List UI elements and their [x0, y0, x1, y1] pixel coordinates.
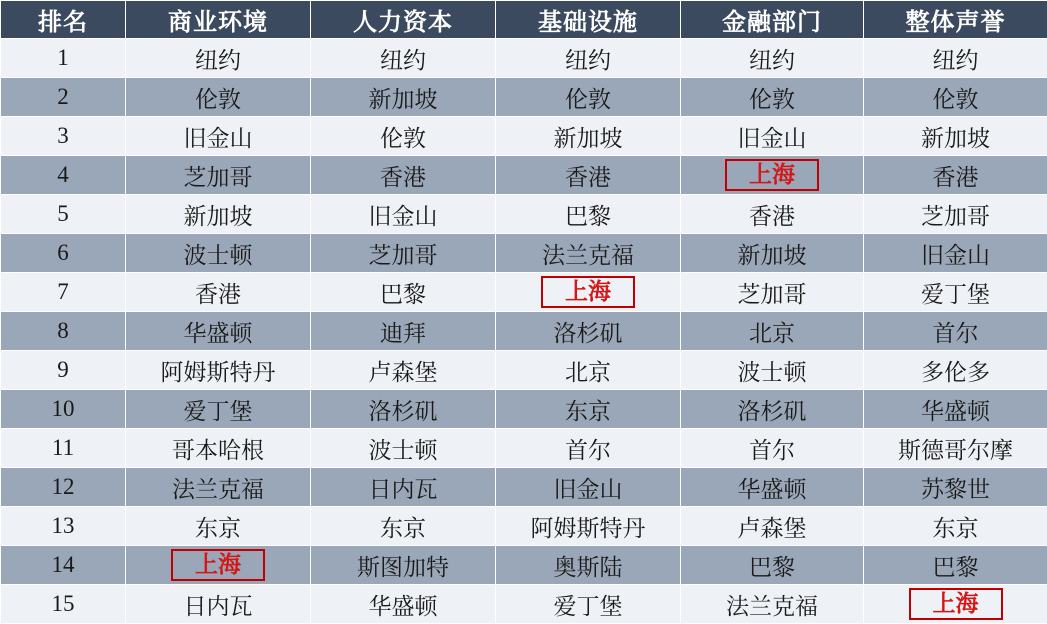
cell-city	[496, 78, 681, 117]
city-cell-wrap	[681, 468, 863, 506]
city-cell-wrap	[311, 429, 495, 467]
rank-value: 5	[1, 195, 125, 233]
city-cell-wrap	[681, 234, 863, 272]
cell-city	[864, 390, 1047, 429]
city-name: 日内瓦	[369, 471, 438, 504]
cell-city	[126, 429, 311, 468]
city-name: 纽约	[380, 42, 426, 75]
city-name: 爱丁堡	[554, 588, 623, 621]
city-name: 新加坡	[921, 120, 990, 153]
city-cell-wrap	[126, 468, 310, 506]
city-name: 巴黎	[933, 549, 979, 582]
city-name: 芝加哥	[184, 159, 253, 192]
city-name: 新加坡	[184, 198, 253, 231]
cell-city	[126, 507, 311, 546]
city-name: 洛杉矶	[369, 393, 438, 426]
cell-city	[496, 351, 681, 390]
city-cell-wrap	[126, 273, 310, 311]
city-cell-wrap	[496, 507, 680, 545]
city-name: 旧金山	[369, 198, 438, 231]
cell-rank	[1, 468, 126, 507]
city-cell-wrap	[681, 156, 863, 194]
city-cell-wrap	[864, 351, 1047, 389]
city-cell-wrap	[496, 39, 680, 77]
rank-value: 2	[1, 78, 125, 116]
cell-city	[681, 39, 864, 78]
cell-city	[496, 234, 681, 273]
city-name: 新加坡	[369, 81, 438, 114]
table-header	[1, 1, 1047, 39]
city-cell-wrap	[681, 273, 863, 311]
cell-rank	[1, 156, 126, 195]
city-name: 斯图加特	[357, 549, 449, 582]
city-name: 法兰克福	[726, 588, 818, 621]
city-cell-wrap	[681, 78, 863, 116]
city-name: 波士顿	[184, 237, 253, 270]
cell-rank	[1, 117, 126, 156]
city-cell-wrap	[496, 546, 680, 584]
column-header-infrastructure: 基础设施	[496, 1, 681, 39]
cell-city	[496, 546, 681, 585]
cell-city	[864, 234, 1047, 273]
city-cell-wrap	[864, 195, 1047, 233]
city-name: 北京	[565, 354, 611, 387]
city-name: 洛杉矶	[554, 315, 623, 348]
city-name: 日内瓦	[184, 588, 253, 621]
city-cell-wrap	[126, 39, 310, 77]
city-name: 首尔	[749, 432, 795, 465]
city-cell-wrap	[311, 585, 495, 623]
city-cell-wrap	[496, 156, 680, 194]
table-row	[1, 195, 1047, 234]
cell-city	[864, 156, 1047, 195]
cell-city	[126, 78, 311, 117]
cell-city	[496, 39, 681, 78]
rank-value: 11	[1, 429, 125, 467]
city-name: 波士顿	[369, 432, 438, 465]
city-name: 旧金山	[184, 120, 253, 153]
city-name: 洛杉矶	[738, 393, 807, 426]
city-name: 法兰克福	[542, 237, 634, 270]
highlighted-city-shanghai: 上海	[909, 588, 1003, 620]
city-name: 东京	[380, 510, 426, 543]
city-cell-wrap	[311, 273, 495, 311]
city-name: 北京	[749, 315, 795, 348]
cell-rank	[1, 351, 126, 390]
cell-city	[681, 195, 864, 234]
city-cell-wrap	[311, 390, 495, 428]
city-name: 芝加哥	[921, 198, 990, 231]
table-row	[1, 39, 1047, 78]
city-cell-wrap	[864, 117, 1047, 155]
city-cell-wrap	[311, 546, 495, 584]
cell-city	[496, 585, 681, 624]
city-name: 奥斯陆	[554, 549, 623, 582]
city-name: 香港	[380, 159, 426, 192]
highlighted-city-shanghai: 上海	[171, 549, 265, 581]
city-name: 巴黎	[749, 549, 795, 582]
city-name: 香港	[565, 159, 611, 192]
city-cell-wrap	[311, 351, 495, 389]
city-name: 旧金山	[554, 471, 623, 504]
city-cell-wrap	[126, 546, 310, 584]
city-cell-wrap	[681, 507, 863, 545]
cell-rank	[1, 390, 126, 429]
cell-city	[311, 312, 496, 351]
city-cell-wrap	[864, 312, 1047, 350]
cell-city	[864, 429, 1047, 468]
city-cell-wrap	[126, 351, 310, 389]
rank-value: 13	[1, 507, 125, 545]
rank-value: 12	[1, 468, 125, 506]
city-name: 首尔	[565, 432, 611, 465]
highlighted-city-shanghai: 上海	[725, 159, 819, 191]
city-cell-wrap	[496, 78, 680, 116]
city-cell-wrap	[311, 117, 495, 155]
cell-city	[681, 156, 864, 195]
city-cell-wrap	[864, 39, 1047, 77]
cell-city	[311, 39, 496, 78]
city-name: 卢森堡	[369, 354, 438, 387]
city-name: 伦敦	[380, 120, 426, 153]
city-cell-wrap	[126, 156, 310, 194]
city-cell-wrap	[311, 195, 495, 233]
rank-value: 8	[1, 312, 125, 350]
city-name: 阿姆斯特丹	[161, 354, 276, 387]
cell-city	[126, 117, 311, 156]
city-cell-wrap	[864, 429, 1047, 467]
cell-city	[126, 585, 311, 624]
column-header-financial-sector: 金融部门	[681, 1, 864, 39]
cell-city	[496, 468, 681, 507]
table-row	[1, 234, 1047, 273]
table-row	[1, 78, 1047, 117]
city-name: 香港	[933, 159, 979, 192]
city-name: 旧金山	[738, 120, 807, 153]
city-cell-wrap	[126, 507, 310, 545]
table-row	[1, 585, 1047, 624]
city-cell-wrap	[311, 39, 495, 77]
table-row	[1, 273, 1047, 312]
city-name: 旧金山	[921, 237, 990, 270]
cell-city	[496, 273, 681, 312]
city-name: 香港	[749, 198, 795, 231]
table-row	[1, 351, 1047, 390]
column-header-human-capital: 人力资本	[311, 1, 496, 39]
cell-city	[311, 351, 496, 390]
city-name: 多伦多	[921, 354, 990, 387]
city-name: 巴黎	[565, 198, 611, 231]
city-name: 东京	[565, 393, 611, 426]
cell-city	[681, 429, 864, 468]
city-cell-wrap	[496, 351, 680, 389]
cell-city	[864, 546, 1047, 585]
city-cell-wrap	[681, 546, 863, 584]
cell-city	[681, 351, 864, 390]
city-cell-wrap	[311, 156, 495, 194]
city-name: 迪拜	[380, 315, 426, 348]
city-name: 苏黎世	[921, 471, 990, 504]
table-row	[1, 312, 1047, 351]
cell-city	[681, 234, 864, 273]
city-cell-wrap	[864, 546, 1047, 584]
rank-value: 9	[1, 351, 125, 389]
rank-value: 1	[1, 39, 125, 77]
cell-city	[864, 117, 1047, 156]
cell-city	[311, 234, 496, 273]
cell-rank	[1, 195, 126, 234]
cell-rank	[1, 507, 126, 546]
cell-city	[496, 390, 681, 429]
cell-city	[864, 351, 1047, 390]
cell-city	[681, 117, 864, 156]
column-header-overall-reputation: 整体声誉	[864, 1, 1047, 39]
city-cell-wrap	[681, 390, 863, 428]
cell-city	[126, 234, 311, 273]
table-body	[1, 39, 1047, 624]
column-header-rank: 排名	[1, 1, 126, 39]
cell-city	[864, 468, 1047, 507]
city-cell-wrap	[681, 39, 863, 77]
cell-rank	[1, 429, 126, 468]
cell-city	[311, 78, 496, 117]
city-name: 华盛顿	[738, 471, 807, 504]
cell-city	[311, 507, 496, 546]
table-header-row	[1, 1, 1047, 39]
cell-rank	[1, 39, 126, 78]
city-cell-wrap	[681, 429, 863, 467]
city-cell-wrap	[496, 390, 680, 428]
cell-city	[496, 429, 681, 468]
city-cell-wrap	[311, 507, 495, 545]
table-row	[1, 546, 1047, 585]
cell-city	[496, 507, 681, 546]
cell-city	[496, 312, 681, 351]
city-cell-wrap	[864, 585, 1047, 623]
cell-city	[496, 195, 681, 234]
rank-value: 15	[1, 585, 125, 623]
city-name: 伦敦	[933, 81, 979, 114]
cell-city	[126, 390, 311, 429]
city-cell-wrap	[681, 585, 863, 623]
cell-rank	[1, 234, 126, 273]
column-header-business-environment: 商业环境	[126, 1, 311, 39]
city-cell-wrap	[681, 351, 863, 389]
cell-rank	[1, 546, 126, 585]
cell-city	[681, 468, 864, 507]
city-cell-wrap	[681, 312, 863, 350]
city-name: 华盛顿	[921, 393, 990, 426]
cell-city	[126, 468, 311, 507]
city-cell-wrap	[496, 117, 680, 155]
city-name: 东京	[195, 510, 241, 543]
city-cell-wrap	[311, 312, 495, 350]
city-cell-wrap	[864, 390, 1047, 428]
cell-city	[311, 117, 496, 156]
city-name: 新加坡	[554, 120, 623, 153]
highlighted-city-shanghai: 上海	[541, 276, 635, 308]
cell-city	[681, 507, 864, 546]
city-cell-wrap	[126, 585, 310, 623]
city-cell-wrap	[496, 312, 680, 350]
city-name: 纽约	[195, 42, 241, 75]
city-cell-wrap	[496, 468, 680, 506]
city-cell-wrap	[126, 429, 310, 467]
table-row	[1, 117, 1047, 156]
cell-city	[126, 195, 311, 234]
cell-city	[311, 585, 496, 624]
city-cell-wrap	[311, 78, 495, 116]
cell-city	[311, 429, 496, 468]
city-cell-wrap	[864, 507, 1047, 545]
cell-city	[496, 156, 681, 195]
rank-value: 7	[1, 273, 125, 311]
table-row	[1, 507, 1047, 546]
cell-city	[126, 273, 311, 312]
city-cell-wrap	[496, 273, 680, 311]
city-cell-wrap	[126, 390, 310, 428]
cell-city	[864, 507, 1047, 546]
rank-value: 10	[1, 390, 125, 428]
city-name: 新加坡	[738, 237, 807, 270]
city-name: 香港	[195, 276, 241, 309]
city-name: 爱丁堡	[184, 393, 253, 426]
city-cell-wrap	[681, 117, 863, 155]
cell-city	[681, 546, 864, 585]
table-row	[1, 429, 1047, 468]
cell-city	[681, 585, 864, 624]
table-row	[1, 390, 1047, 429]
city-cell-wrap	[126, 234, 310, 272]
table-row	[1, 156, 1047, 195]
city-cell-wrap	[864, 468, 1047, 506]
city-name: 芝加哥	[738, 276, 807, 309]
city-cell-wrap	[496, 429, 680, 467]
city-cell-wrap	[864, 78, 1047, 116]
city-name: 华盛顿	[369, 588, 438, 621]
city-cell-wrap	[126, 312, 310, 350]
city-name: 伦敦	[195, 81, 241, 114]
cell-city	[681, 273, 864, 312]
cell-city	[311, 546, 496, 585]
cell-city	[864, 39, 1047, 78]
city-cell-wrap	[864, 156, 1047, 194]
cell-city	[864, 585, 1047, 624]
city-name: 纽约	[749, 42, 795, 75]
rank-value: 14	[1, 546, 125, 584]
rank-value: 3	[1, 117, 125, 155]
city-cell-wrap	[496, 585, 680, 623]
cell-city	[864, 312, 1047, 351]
cell-rank	[1, 78, 126, 117]
city-name: 东京	[933, 510, 979, 543]
city-cell-wrap	[126, 195, 310, 233]
cell-city	[864, 78, 1047, 117]
city-cell-wrap	[311, 468, 495, 506]
cell-city	[496, 117, 681, 156]
city-name: 芝加哥	[369, 237, 438, 270]
city-name: 巴黎	[380, 276, 426, 309]
cell-city	[126, 312, 311, 351]
cell-city	[126, 351, 311, 390]
city-name: 阿姆斯特丹	[531, 510, 646, 543]
city-name: 波士顿	[738, 354, 807, 387]
cell-city	[864, 273, 1047, 312]
rank-value: 4	[1, 156, 125, 194]
city-cell-wrap	[311, 234, 495, 272]
city-name: 法兰克福	[172, 471, 264, 504]
city-name: 哥本哈根	[172, 432, 264, 465]
city-cell-wrap	[681, 195, 863, 233]
cell-city	[311, 195, 496, 234]
cell-rank	[1, 312, 126, 351]
city-name: 斯德哥尔摩	[898, 432, 1013, 465]
cell-city	[311, 273, 496, 312]
cell-city	[126, 39, 311, 78]
cell-city	[126, 156, 311, 195]
city-cell-wrap	[126, 117, 310, 155]
cell-rank	[1, 273, 126, 312]
cell-city	[864, 195, 1047, 234]
city-name: 纽约	[565, 42, 611, 75]
city-cell-wrap	[864, 273, 1047, 311]
city-name: 伦敦	[749, 81, 795, 114]
rank-value: 6	[1, 234, 125, 272]
cell-rank	[1, 585, 126, 624]
cell-city	[681, 390, 864, 429]
city-name: 卢森堡	[738, 510, 807, 543]
city-name: 华盛顿	[184, 315, 253, 348]
city-cell-wrap	[496, 234, 680, 272]
city-cell-wrap	[864, 234, 1047, 272]
city-cell-wrap	[126, 78, 310, 116]
table-row	[1, 468, 1047, 507]
cell-city	[681, 78, 864, 117]
city-name: 首尔	[933, 315, 979, 348]
cell-city	[311, 156, 496, 195]
cell-city	[311, 468, 496, 507]
city-name: 伦敦	[565, 81, 611, 114]
city-name: 纽约	[933, 42, 979, 75]
city-cell-wrap	[496, 195, 680, 233]
city-name: 爱丁堡	[921, 276, 990, 309]
cell-city	[311, 390, 496, 429]
cell-city	[126, 546, 311, 585]
cell-city	[681, 312, 864, 351]
